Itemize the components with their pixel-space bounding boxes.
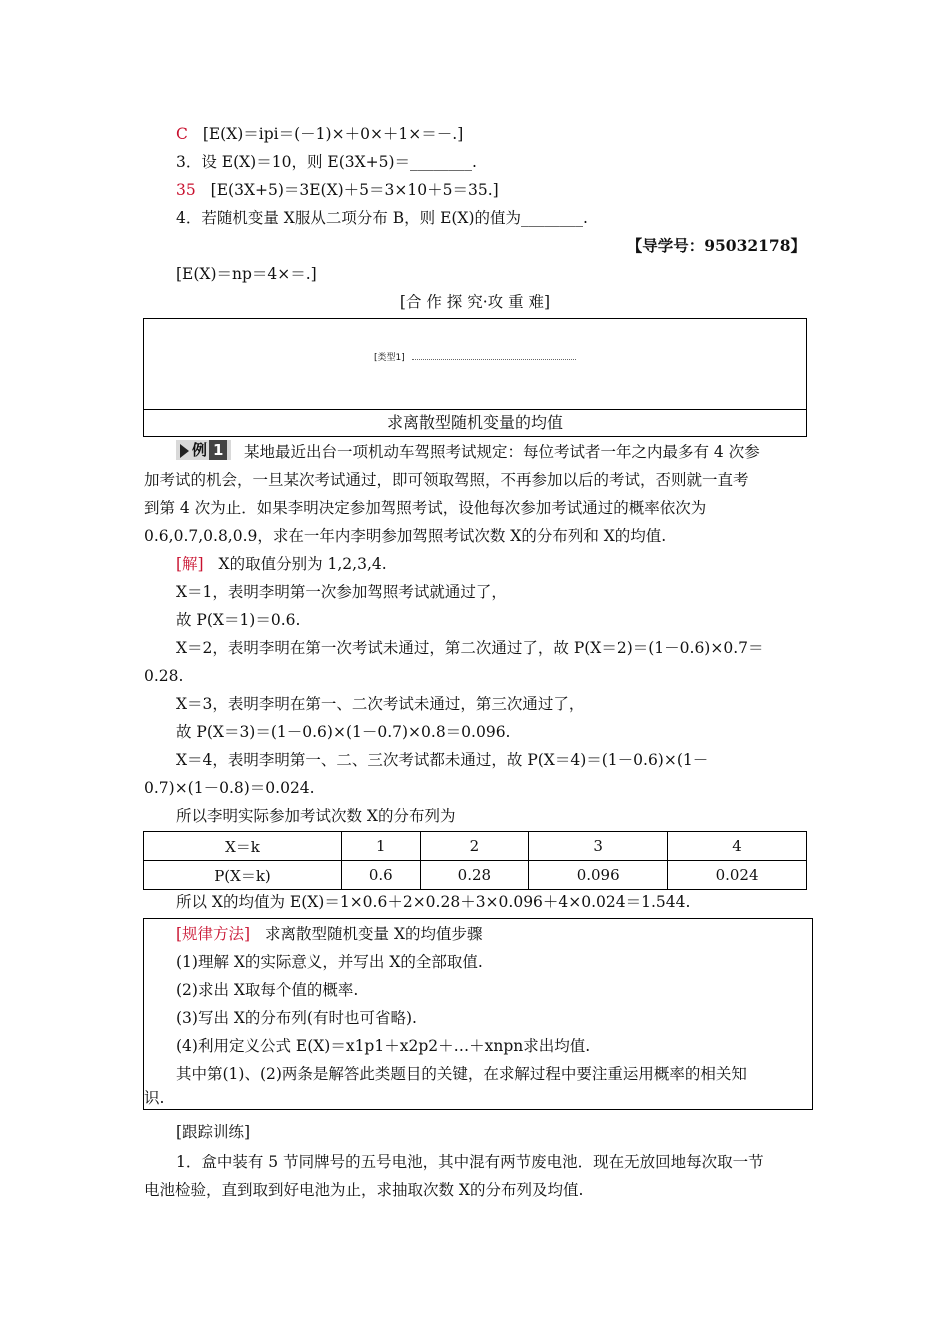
solution-line: 故 P(X＝3)＝(1－0.6)×(1－0.7)×0.8＝0.096. [176,723,511,741]
table-cell: 0.024 [668,861,807,890]
example-badge [176,440,231,460]
table-cell: 2 [420,832,529,861]
question-4: 4．若随机变量 X服从二项分布 B，则 E(X)的值为________. [176,209,588,227]
example-label: 例 [192,441,208,459]
solution-line: X＝2，表明李明在第一次考试未通过，第二次通过了，故 P(X＝2)＝(1－0.6)×0.7＝ [176,639,764,657]
method-step: (2)求出 X取每个值的概率. [176,981,359,999]
solution-line: 故 P(X＝1)＝0.6. [176,611,301,629]
example-text-1: 某地最近出台一项机动车驾照考试规定：每位考试者一年之内最多有 4 次参 [244,443,760,461]
answer-35: 35 [176,181,196,199]
answer-line-4: [E(X)＝np＝4×＝.] [176,265,317,283]
solution-conclusion: 所以 X的均值为 E(X)＝1×0.6＋2×0.28＋3×0.096＋4×0.024＝1.544. [176,893,691,911]
table-row [144,861,807,890]
distribution-table [143,831,807,890]
table-cell: 0.096 [529,861,668,890]
table-header-k: X＝k [144,832,342,861]
answer-c: C [176,125,188,143]
solution-line: 0.7)×(1－0.8)＝0.024. [144,779,315,797]
question-3: 3．设 E(X)＝10，则 E(3X+5)＝________. [176,153,477,171]
table-cell: 4 [668,832,807,861]
practice-question-2: 电池检验，直到取到好电池为止，求抽取次数 X的分布列及均值. [144,1181,584,1199]
solution-label: [解] [176,555,204,573]
method-note: 其中第(1)、(2)两条是解答此类题目的关键，在求解过程中要注重运用概率的相关知 [176,1065,747,1083]
method-note-cont: 识. [144,1089,165,1107]
answer-c-explanation: [E(X)＝ipi＝(－1)×＋0×＋1×＝－.] [202,125,464,143]
solution-line: X＝4，表明李明第一、二、三次考试都未通过，故 P(X＝4)＝(1－0.6)×(1－ [176,751,709,769]
solution-line: 0.28. [144,667,184,685]
solution-line: X＝3，表明李明在第一、二次考试未通过，第三次通过了， [176,695,585,713]
triangle-icon [180,444,189,458]
answer-35-explanation: [E(3X+5)＝3E(X)＋5＝3×10＋5＝35.] [210,181,499,199]
method-step: (3)写出 X的分布列(有时也可省略). [176,1009,417,1027]
example-text-2: 加考试的机会，一旦某次考试通过，即可领取驾照，不再参加以后的考试，否则就一直考 [144,471,749,489]
practice-question-1: 1．盒中装有 5 节同牌号的五号电池，其中混有两节废电池．现在无放回地每次取一节 [176,1153,764,1171]
example-text-4: 0.6,0.7,0.8,0.9，求在一年内李明参加驾照考试次数 X的分布列和 X的均值. [144,527,667,545]
method-label: [规律方法] [176,925,251,943]
method-step: (1)理解 X的实际意义，并写出 X的全部取值. [176,953,483,971]
practice-label: [跟踪训练] [176,1123,251,1141]
section-title: [合 作 探 究·攻 重 难] [399,293,551,311]
type-tag: [类型1] [374,353,405,363]
example-text-3: 到第 4 次为止．如果李明决定参加驾照考试，设他每次参加考试通过的概率依次为 [144,499,707,517]
type-dotted-line [412,359,576,360]
method-heading [176,924,483,944]
answer-line-3 [176,180,499,200]
type-box [143,318,807,410]
table-cell: 1 [342,832,421,861]
method-title: 求离散型随机变量 X的均值步骤 [265,925,483,943]
table-cell: 0.6 [342,861,421,890]
solution-values: X的取值分别为 1,2,3,4. [218,555,387,573]
solution-line: X＝1，表明李明第一次参加驾照考试就通过了， [176,583,507,601]
table-cell: 3 [529,832,668,861]
method-step: (4)利用定义公式 E(X)＝x1p1＋x2p2＋…＋xnpn求出均值. [176,1037,591,1055]
type-title: 求离散型随机变量的均值 [143,409,807,437]
table-header-p: P(X＝k) [144,861,342,890]
table-row [144,832,807,861]
solution-first-line [176,554,387,574]
table-cell: 0.28 [420,861,529,890]
solution-line: 所以李明实际参加考试次数 X的分布列为 [176,807,456,825]
example-number: 1 [209,440,227,460]
answer-line-1 [176,124,463,144]
guide-number: 【导学号：95032178】 [626,236,806,255]
